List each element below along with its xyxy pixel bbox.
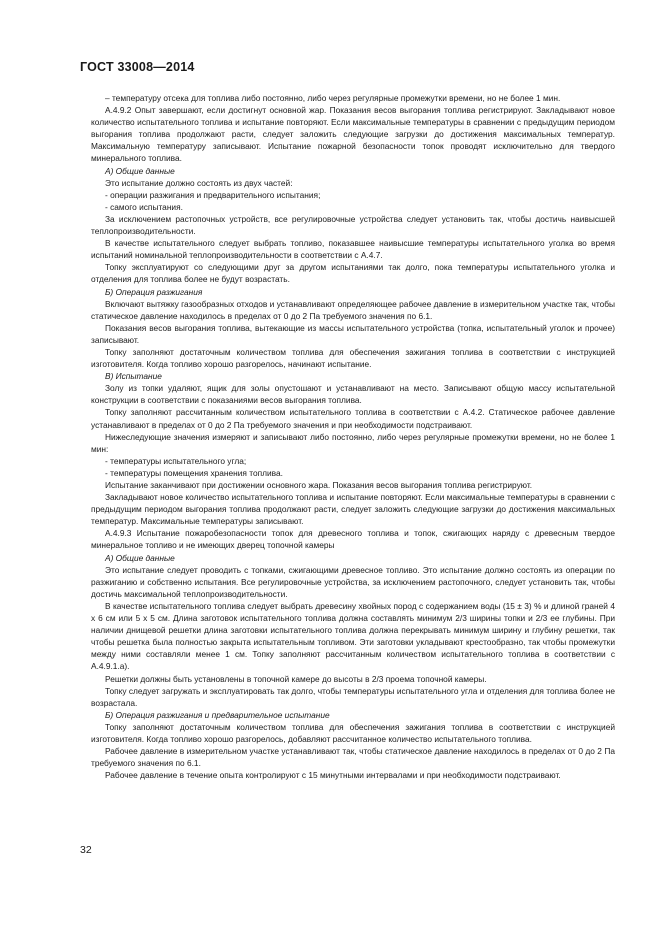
list-item: - температуры испытательного угла; — [105, 455, 247, 466]
paragraph: Топку заполняют рассчитанным количеством испытательного топлива в соответствии с А.4.2. Статическое рабочее давление устанавливают в пределах от 0 до 2 Па требуемого значения и при необходимости подстраивают. — [91, 407, 615, 430]
paragraph: Топку заполняют достаточным количеством топлива для обеспечения зажигания топлива в соответствии с инструкцией изготовителя. Когда топливо хорошо разгорелось, добавляют рассчитанное количество испытательного топлива. — [91, 721, 615, 744]
paragraph: Топку эксплуатируют со следующими друг за другом испытаниями так долго, пока температуры испытательного уголка и отделения для топлива более не будут возрастать. — [91, 262, 615, 285]
paragraph: Это испытание следует проводить с топками, сжигающими древесное топливо. Это испытание должно состоять из операции по разжиганию и собственно испытания. Все регулировочные устройства, за исключением растопочного, следует установить так, чтобы достичь максимальной теплопроизводительности. — [91, 564, 615, 599]
paragraph: Нижеследующие значения измеряют и записывают либо постоянно, либо через регулярные промежутки времени, но не более 1 мин: — [91, 431, 615, 454]
paragraph: В качестве испытательного следует выбрать топливо, показавшее наивысшие температуры испытательного уголка во время испытаний номинальной теплопроизводительности в соответствии с А.4.7. — [91, 238, 615, 261]
paragraph: Рабочее давление в течение опыта контролируют с 15 минутными интервалами и при необходимости подстраивают. — [105, 770, 561, 781]
paragraph: В качестве испытательного топлива следует выбрать древесину хвойных пород с содержанием воды (15 ± 3) % и длиной граней 4 х 6 см или 5 х 5 см. Длина заготовок испытательного топлива должна составлять минимум 2/3 ширины топки и 2/3 ее глубины. При наличии днищевой решетки длина заготовки испытательного топлива должна перекрывать минимум ширину и глубину решетки, так чтобы решетка была полностью закрыта испытательным топливом. Эти заготовки укладывают крестообразно, так чтобы промежутки между ними составляли менее 1 см. Топку заполняют рассчитанным количеством испытательного топлива в соответствии с А.4.9.1.а). — [91, 600, 615, 672]
paragraph: А.4.9.2 Опыт завершают, если достигнут основной жар. Показания весов выгорания топлива регистрируют. Закладывают новое количество испытательного топлива и испытание повторяют. Если максимальные температуры в сравнении с предыдущим периодом выгорания топлива продолжают расти, следует заложить следующие загрузки до достижения максимальных температур. Максимальную температуру записывают. Испытание пожарной безопасности топок проводят исключительно для твердого минерального топлива. — [91, 105, 615, 164]
page-number: 32 — [80, 844, 92, 856]
list-item: - температуры помещения хранения топлива. — [105, 467, 283, 478]
list-item: - операции разжигания и предварительного испытания; — [105, 189, 321, 200]
paragraph: Решетки должны быть установлены в топочной камере до высоты в 2/3 проема топочной камеры. — [105, 673, 487, 684]
paragraph: За исключением растопочных устройств, все регулировочные устройства следует установить так, чтобы достичь наивысшей теплопроизводительности. — [91, 213, 615, 237]
document-body — [91, 92, 615, 781]
subsection-heading: А) Общие данные — [105, 552, 175, 563]
subsection-heading: Б) Операция разжигания и предварительное испытание — [105, 709, 330, 720]
paragraph: Испытание заканчивают при достижении основного жара. Показания весов выгорания топлива регистрируют. — [105, 480, 533, 490]
document-header: ГОСТ 33008—2014 — [80, 60, 195, 74]
paragraph: Рабочее давление в измерительном участке устанавливают так, чтобы статическое давление находилось в пределах от 0 до 2 Па требуемого значения по 6.1. — [91, 746, 615, 769]
paragraph: Показания весов выгорания топлива, вытекающие из массы испытательного устройства (топка, испытательный уголок и прочее) записывают. — [91, 322, 615, 345]
paragraph: Это испытание должно состоять из двух частей: — [105, 177, 293, 188]
subsection-heading: В) Испытание — [105, 371, 162, 382]
paragraph: А.4.9.3 Испытание пожаробезопасности топок для древесного топлива и топок, сжигающих наряду с древесным твердое минеральное топливо и не имеющих дверец топочной камеры — [91, 528, 615, 551]
paragraph: Закладывают новое количество испытательного топлива и испытание повторяют. Если максимальные температуры в сравнении с предыдущим периодом выгорания топлива продолжают расти, следует заложить следующие загрузки до достижения максимальных температур. Максимальные температуры записывают. — [91, 492, 615, 527]
paragraph: – температуру отсека для топлива либо постоянно, либо через регулярные промежутки времени, но не более 1 мин. — [105, 93, 561, 103]
paragraph: Золу из топки удаляют, ящик для золы опустошают и устанавливают на место. Записывают общую массу испытательной конструкции в соответствии с показаниями весов выгорания топлива. — [91, 383, 615, 406]
paragraph: Включают вытяжку газообразных отходов и устанавливают определяющее рабочее давление в измерительном участке так, чтобы статическое давление находилось в пределах от 0 до 2 Па требуемого значения по 6.1. — [91, 298, 615, 321]
list-item: - самого испытания. — [105, 201, 183, 212]
subsection-heading: А) Общие данные — [105, 165, 175, 176]
paragraph: Топку следует загружать и эксплуатировать так долго, чтобы температуры испытательного угла и отделения для топлива более не возрастала. — [91, 685, 615, 708]
subsection-heading: Б) Операция разжигания — [105, 286, 203, 297]
paragraph: Топку заполняют достаточным количеством топлива для обеспечения зажигания топлива в соответствии с инструкцией изготовителя. Когда топливо хорошо разгорелось, начинают испытание. — [91, 346, 615, 370]
